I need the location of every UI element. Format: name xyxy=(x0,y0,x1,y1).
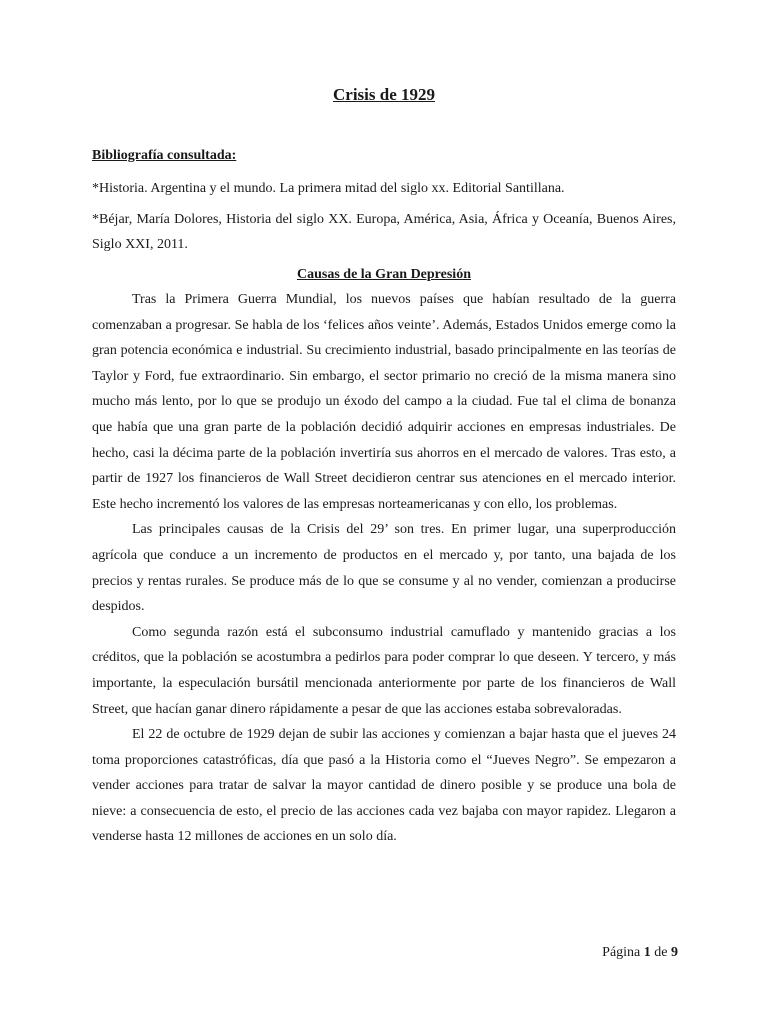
page-total: 9 xyxy=(671,945,678,960)
page-number-footer xyxy=(602,945,678,961)
paragraph: Las principales causas de la Crisis del 29’ son tres. En primer lugar, una superproducción agrícola que conduce a un incremento de productos en el mercado y, por tanto, una bajada de los precios y rentas rurales. Se produce más de lo que se consume y al no vender, comienzan a producirse despidos. xyxy=(92,522,676,615)
page-label: Página xyxy=(602,945,641,960)
paragraph: Como segunda razón está el subconsumo industrial camuflado y mantenido gracias a los créditos, que la población se acostumbra a pedirlos para poder comprar lo que deseen. Y tercero, y más importante, la especulación bursátil mencionada anteriormente por parte de los financieros de Wall Street, que hacían ganar dinero rápidamente a pesar de que las acciones estaba sobrevaloradas. xyxy=(92,624,676,717)
document-body xyxy=(92,84,676,850)
page-current: 1 xyxy=(643,945,651,960)
bibliography-reference-1: *Historia. Argentina y el mundo. La primera mitad del siglo xx. Editorial Santillana. xyxy=(92,181,565,196)
paragraph: Tras la Primera Guerra Mundial, los nuevos países que habían resultado de la guerra comenzaban a progresar. Se habla de los ‘felices años veinte’. Además, Estados Unidos emerge como la gran potencia económica e industrial. Su crecimiento industrial, basado principalmente en las teorías de Taylor y Ford, fue extraordinario. Sin embargo, el sector primario no creció de la misma manera sino mucho más lento, por lo que se produjo un éxodo del campo a la ciudad. Fue tal el clima de bonanza que había que una gran parte de la población decidió adquirir acciones en empresas industriales. De hecho, casi la décima parte de la población invertiría sus ahorros en el mercado de valores. Tras esto, a partir de 1927 los financieros de Wall Street decidieron centrar sus atenciones en el mercado interior. Este hecho incrementó los valores de las empresas norteamericanas y con ello, los problemas. xyxy=(92,292,676,512)
section-heading: Causas de la Gran Depresión xyxy=(297,267,471,282)
bibliography-heading: Bibliografía consultada: xyxy=(92,148,237,163)
document-title: Crisis de 1929 xyxy=(333,85,435,104)
of-label: de xyxy=(654,945,668,960)
bibliography-reference-2: *Béjar, María Dolores, Historia del siglo XX. Europa, América, Asia, África y Oceanía, Buenos Aires, Siglo XXI, 2011. xyxy=(92,212,676,252)
paragraph: El 22 de octubre de 1929 dejan de subir las acciones y comienzan a bajar hasta que el jueves 24 toma proporciones catastróficas, día que pasó a la Historia como el “Jueves Negro”. Se empezaron a vender acciones para tratar de salvar la mayor cantidad de dinero posible y se produce una bola de nieve: a consecuencia de esto, el precio de las acciones cada vez bajaba con mayor rapidez. Llegaron a venderse hasta 12 millones de acciones en un solo día. xyxy=(92,727,676,845)
